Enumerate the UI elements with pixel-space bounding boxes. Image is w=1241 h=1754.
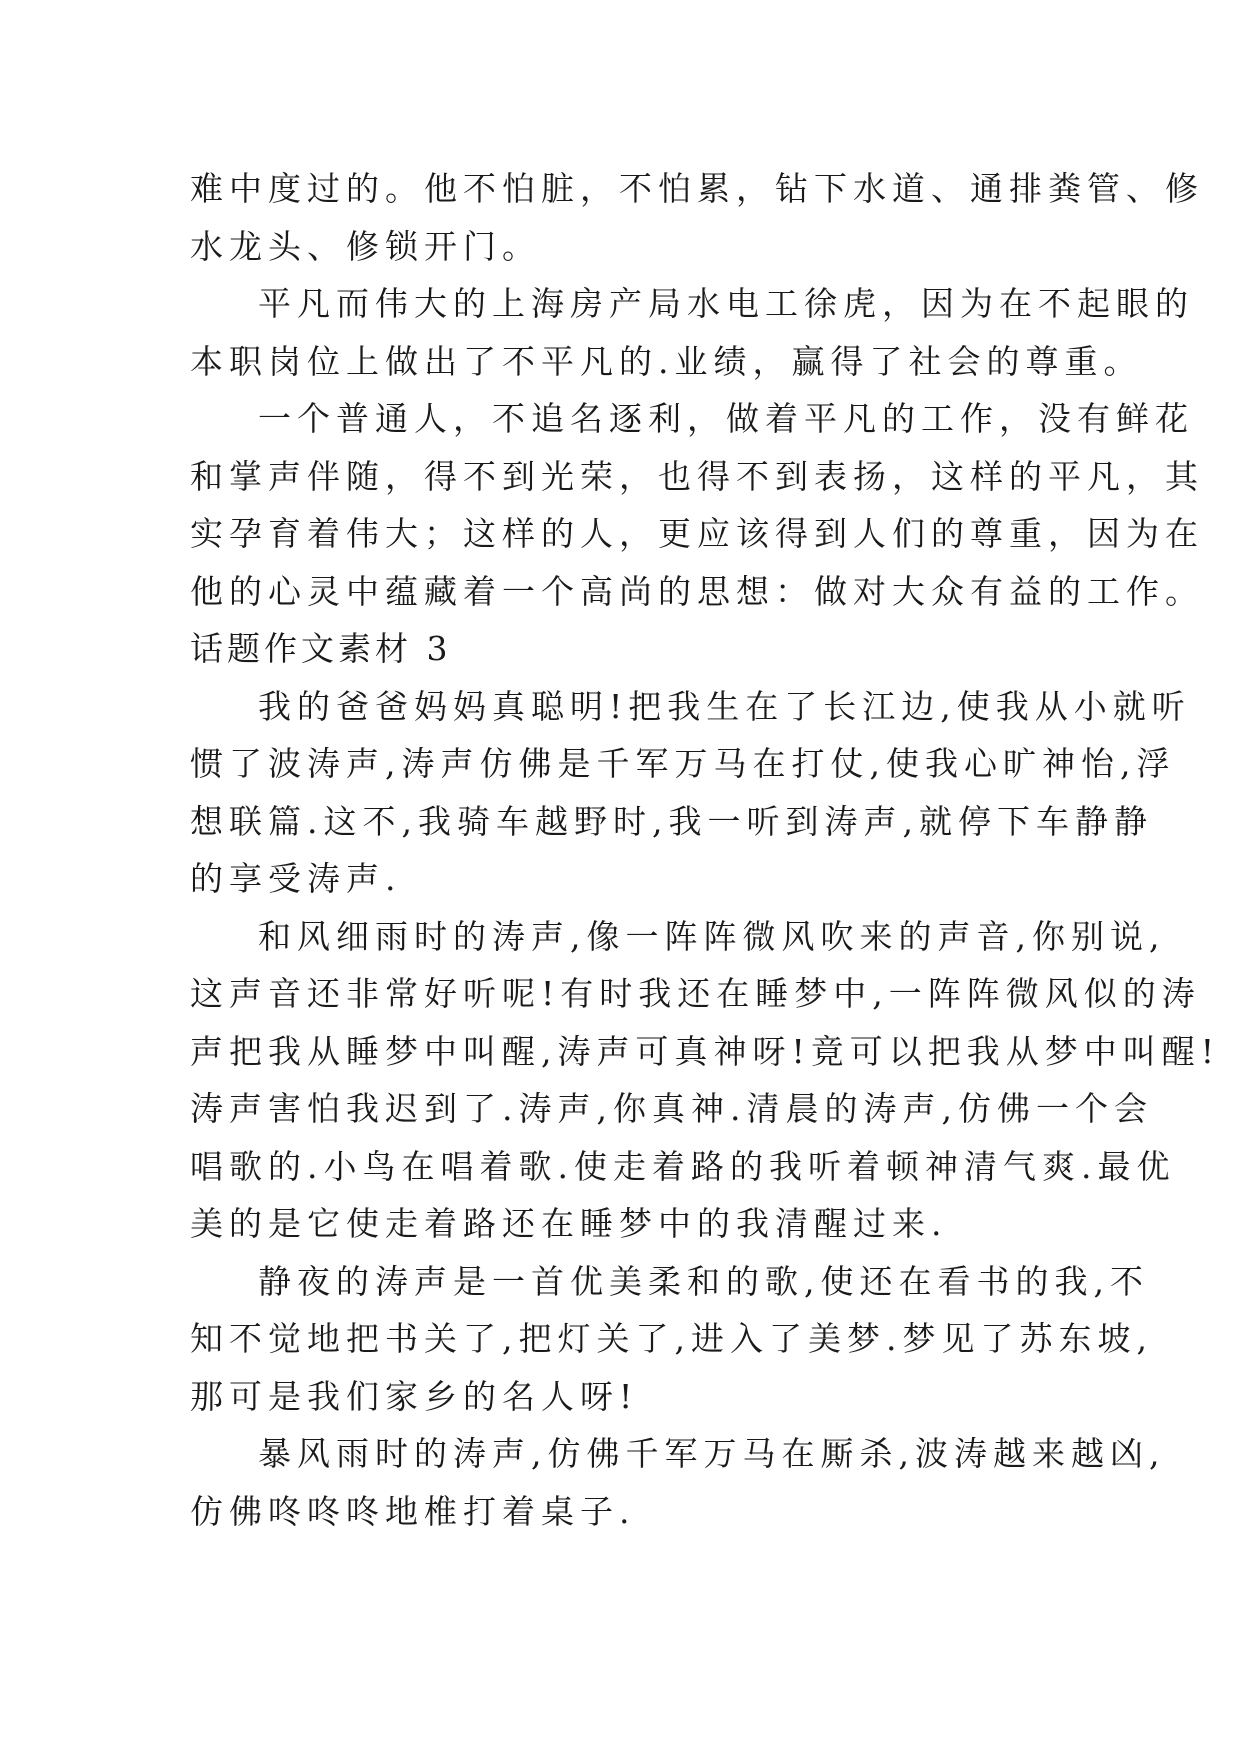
text-line: 仿佛咚咚咚地椎打着桌子.	[190, 1491, 636, 1531]
text-line: 暴风雨时的涛声,仿佛千军万马在厮杀,波涛越来越凶,	[258, 1434, 1166, 1473]
text-line: 声把我从睡梦中叫醒,涛声可真神呀!竟可以把我从梦中叫醒!	[190, 1031, 1221, 1071]
text-line: 想联篇.这不,我骑车越野时,我一听到涛声,就停下车静静	[190, 801, 1153, 841]
text-line: 实孕育着伟大；这样的人，更应该得到人们的尊重，因为在	[190, 514, 1204, 553]
text-line: 本职岗位上做出了不平凡的.业绩，赢得了社会的尊重。	[190, 341, 1143, 381]
text-line: 和风细雨时的涛声,像一阵阵微风吹来的声音,你别说,	[258, 916, 1166, 956]
text-line: 难中度过的。他不怕脏，不怕累，钻下水道、通排粪管、修	[190, 169, 1204, 208]
text-line: 那可是我们家乡的名人呀!	[190, 1376, 639, 1416]
text-line: 他的心灵中蕴藏着一个高尚的思想：做对大众有益的工作。	[190, 571, 1204, 611]
section-heading: 话题作文素材 3	[190, 629, 452, 668]
text-line: 平凡而伟大的上海房产局水电工徐虎，因为在不起眼的	[258, 284, 1194, 323]
text-line: 一个普通人，不追名逐利，做着平凡的工作，没有鲜花	[258, 399, 1194, 438]
text-line: 知不觉地把书关了,把灯关了,进入了美梦.梦见了苏东坡,	[190, 1319, 1153, 1358]
text-line: 的享受涛声.	[190, 859, 402, 898]
text-line: 水龙头、修锁开门。	[190, 226, 541, 266]
text-line: 静夜的涛声是一首优美柔和的歌,使还在看书的我,不	[258, 1261, 1149, 1301]
text-line: 惯了波涛声,涛声仿佛是千军万马在打仗,使我心旷神怡,浮	[190, 744, 1176, 783]
text-line: 我的爸爸妈妈真聪明!把我生在了长江边,使我从小就听	[258, 686, 1191, 726]
text-line: 涛声害怕我迟到了.涛声,你真神.清晨的涛声,仿佛一个会	[190, 1089, 1153, 1128]
document-body	[190, 160, 1221, 1540]
text-line: 美的是它使走着路还在睡梦中的我清醒过来.	[190, 1204, 948, 1243]
text-line: 和掌声伴随，得不到光荣，也得不到表扬，这样的平凡，其	[190, 456, 1204, 496]
text-line: 这声音还非常好听呢!有时我还在睡梦中,一阵阵微风似的涛	[190, 974, 1201, 1013]
text-line: 唱歌的.小鸟在唱着歌.使走着路的我听着顿神清气爽.最优	[190, 1146, 1176, 1186]
